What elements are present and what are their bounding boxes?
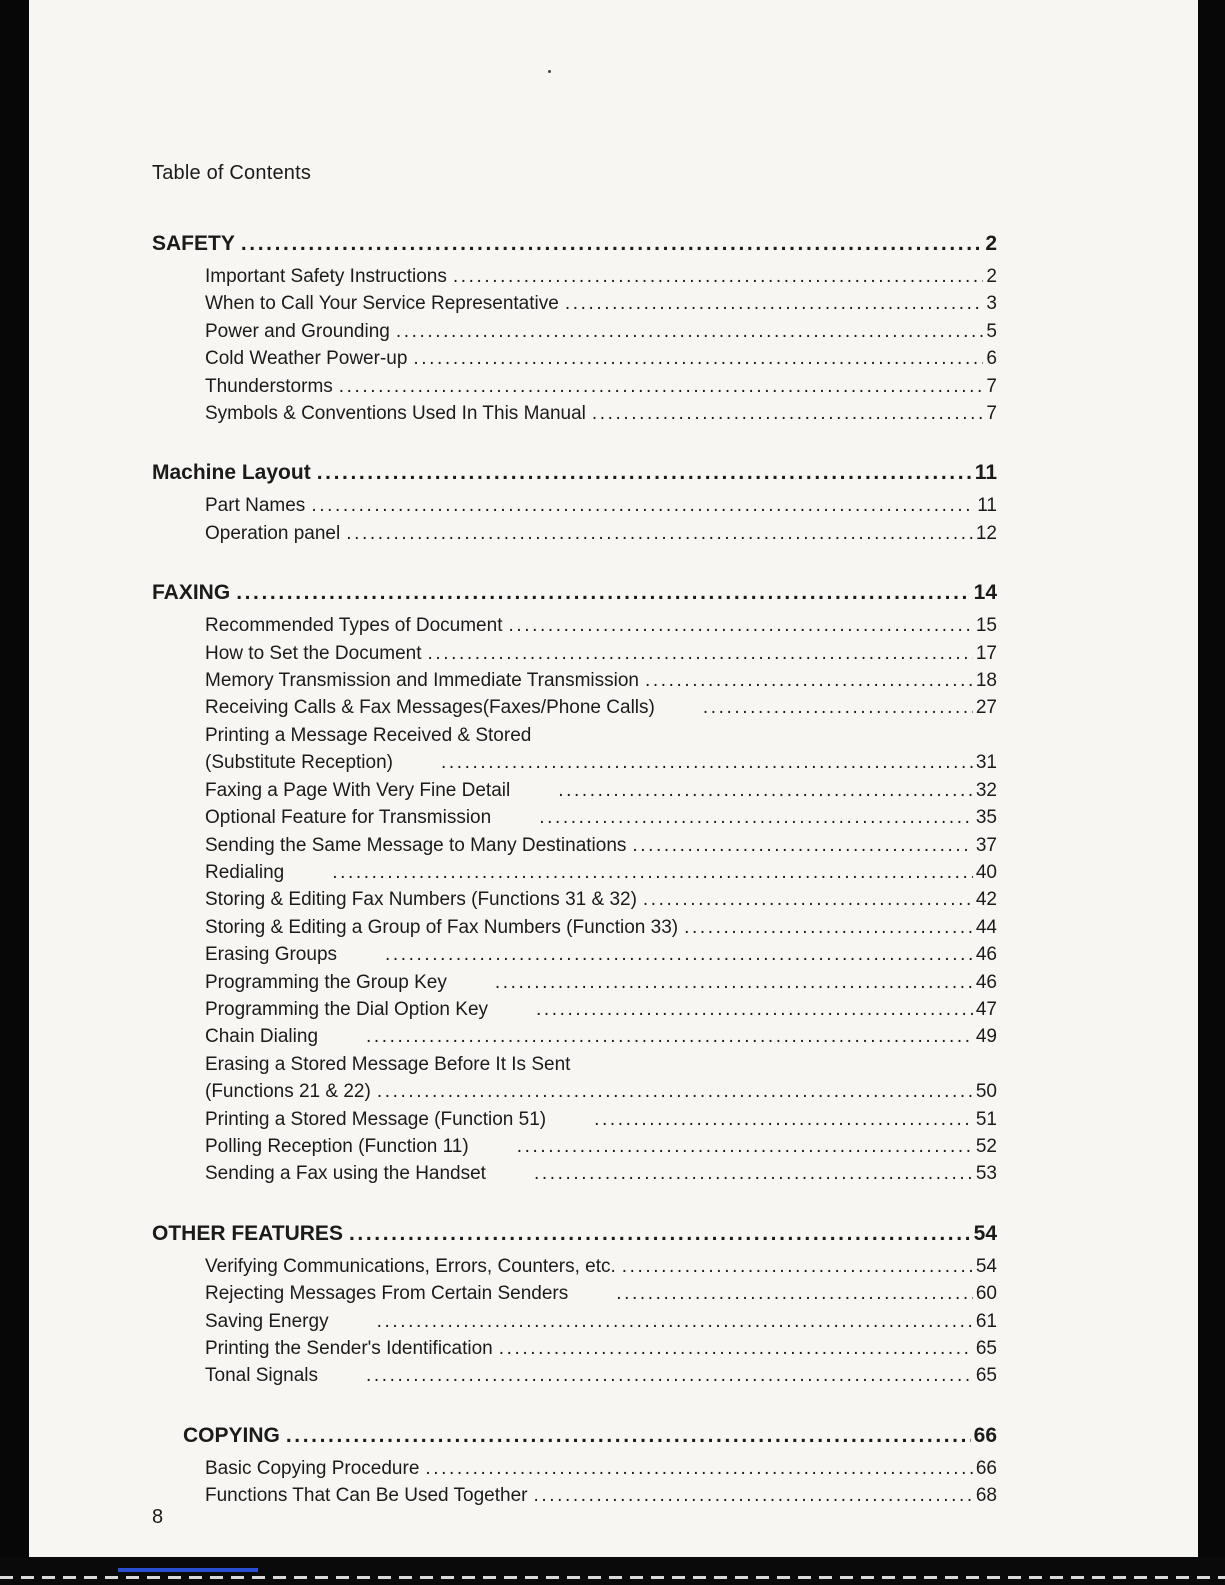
toc-entry bbox=[152, 1023, 997, 1050]
toc-page-number: 40 bbox=[975, 861, 997, 883]
toc-entry bbox=[152, 694, 997, 721]
toc-entry bbox=[152, 373, 997, 400]
toc-entry bbox=[152, 1455, 997, 1482]
dot-leader bbox=[377, 1078, 973, 1105]
toc-entry-title: When to Call Your Service Representative bbox=[205, 293, 559, 315]
dot-leader bbox=[616, 1280, 973, 1307]
dot-leader bbox=[536, 996, 973, 1023]
toc-entry-title: Tonal Signals bbox=[205, 1365, 319, 1387]
toc-entry bbox=[152, 941, 997, 968]
toc-entry-title: Optional Feature for Transmission bbox=[205, 807, 492, 829]
toc-entry bbox=[152, 640, 997, 667]
toc-section-header bbox=[152, 229, 997, 259]
toc-page-number: 7 bbox=[986, 403, 997, 425]
toc-page-number: 49 bbox=[975, 1026, 997, 1048]
toc-entry bbox=[152, 492, 997, 519]
toc-section-header bbox=[152, 1219, 997, 1249]
dot-leader bbox=[349, 1219, 971, 1249]
toc-section-header bbox=[152, 458, 997, 488]
toc-page-number: 65 bbox=[975, 1338, 997, 1359]
toc-page-number: 68 bbox=[975, 1485, 997, 1507]
toc-section-title: Machine Layout bbox=[152, 461, 311, 485]
toc-section-header bbox=[152, 1421, 997, 1451]
toc-entry-title: Functions That Can Be Used Together bbox=[205, 1485, 528, 1507]
toc-section bbox=[152, 229, 997, 427]
toc-entry bbox=[152, 400, 997, 427]
toc-section bbox=[152, 1421, 997, 1510]
toc-entry bbox=[152, 345, 997, 372]
toc-entry-title: Power and Grounding bbox=[205, 320, 390, 342]
toc-page-number: 27 bbox=[975, 697, 997, 719]
scan-artifact-blue-line bbox=[118, 1568, 258, 1572]
toc-entry bbox=[152, 318, 997, 345]
dot-leader bbox=[517, 1133, 973, 1160]
toc-entry-title: Recommended Types of Document bbox=[205, 615, 503, 637]
dot-leader bbox=[539, 804, 973, 831]
toc-page-number: 65 bbox=[975, 1365, 997, 1387]
toc-section-title: FAXING bbox=[152, 581, 231, 605]
dot-leader bbox=[558, 777, 973, 804]
dot-leader bbox=[622, 1253, 973, 1280]
dot-leader bbox=[428, 640, 973, 667]
toc-section bbox=[152, 578, 997, 1188]
dot-leader bbox=[703, 694, 973, 721]
toc-page-number: 51 bbox=[975, 1108, 997, 1130]
toc-entry bbox=[152, 996, 997, 1023]
toc-entry bbox=[152, 263, 997, 290]
scan-artifact-dashed-line bbox=[0, 1576, 1225, 1579]
toc-entry bbox=[152, 667, 997, 694]
toc-entry bbox=[152, 290, 997, 317]
toc-entry-title: Polling Reception (Function 11) bbox=[205, 1135, 469, 1157]
scan-artifact-right-bar bbox=[1198, 0, 1225, 1585]
dot-leader bbox=[643, 886, 973, 913]
toc-entry bbox=[152, 914, 997, 941]
dot-leader bbox=[534, 1482, 973, 1509]
toc-page-number: 50 bbox=[975, 1081, 997, 1103]
toc-entry-title: (Substitute Reception) bbox=[205, 752, 393, 774]
dot-leader bbox=[684, 914, 973, 941]
dot-leader bbox=[594, 1106, 973, 1133]
toc-entry-title: Faxing a Page With Very Fine Detail bbox=[205, 779, 511, 801]
toc-entry bbox=[152, 1335, 997, 1362]
dot-leader bbox=[632, 832, 972, 859]
dot-leader bbox=[366, 1362, 973, 1389]
toc-entry bbox=[152, 1362, 997, 1389]
toc-page-number: 66 bbox=[973, 1423, 997, 1447]
dot-leader bbox=[377, 1308, 973, 1335]
toc-entry-title: Erasing Groups bbox=[205, 944, 338, 966]
toc-section-title: OTHER FEATURES bbox=[152, 1221, 343, 1245]
toc-page-number: 11 bbox=[974, 461, 997, 485]
toc-entry-title: Thunderstorms bbox=[205, 375, 333, 397]
toc-entry bbox=[152, 1133, 997, 1160]
dot-leader bbox=[286, 1421, 971, 1451]
toc-entry bbox=[152, 1160, 997, 1187]
toc-entry bbox=[152, 1078, 997, 1105]
toc-entry bbox=[152, 612, 997, 639]
toc-page-number: 17 bbox=[975, 642, 997, 664]
toc-page-number: 53 bbox=[975, 1163, 997, 1185]
toc-page-number: 52 bbox=[975, 1135, 997, 1157]
toc-page-number: 54 bbox=[973, 1221, 997, 1245]
toc-entry-title: Redialing bbox=[205, 861, 285, 883]
toc-entry bbox=[152, 520, 997, 547]
dot-leader bbox=[534, 1160, 973, 1187]
toc-entry-title: Rejecting Messages From Certain Senders bbox=[205, 1283, 569, 1305]
toc-entry bbox=[152, 1106, 997, 1133]
toc-entry-title: Erasing a Stored Message Before It Is Sent bbox=[205, 1053, 571, 1075]
toc-page-number: 2 bbox=[986, 266, 997, 287]
toc-page-number: 42 bbox=[975, 889, 997, 911]
toc-entry-title: Operation panel bbox=[205, 522, 341, 544]
toc-entry bbox=[152, 1253, 997, 1280]
toc-page-number: 7 bbox=[986, 375, 997, 397]
toc-page-number: 2 bbox=[985, 232, 997, 255]
toc-section-header bbox=[152, 578, 997, 608]
scan-speck bbox=[548, 70, 551, 73]
toc-section-title: SAFETY bbox=[152, 232, 235, 255]
toc-entry-title: Printing a Stored Message (Function 51) bbox=[205, 1108, 547, 1130]
toc-page-number: 32 bbox=[975, 779, 997, 801]
toc-entry bbox=[152, 1280, 997, 1307]
toc-page-number: 5 bbox=[986, 320, 997, 342]
toc-page-number: 60 bbox=[975, 1283, 997, 1305]
dot-leader bbox=[241, 229, 982, 259]
dot-leader bbox=[236, 578, 970, 608]
scan-artifact-left-bar bbox=[0, 0, 29, 1585]
toc-page-number: 11 bbox=[977, 495, 997, 517]
toc-page-number: 31 bbox=[975, 752, 997, 774]
toc-entry-title: How to Set the Document bbox=[205, 642, 422, 664]
toc-entry-title: Memory Transmission and Immediate Transmission bbox=[205, 670, 639, 692]
toc-entry-title: Programming the Dial Option Key bbox=[205, 998, 489, 1020]
toc-entry-title: Cold Weather Power-up bbox=[205, 348, 408, 370]
dot-leader bbox=[508, 612, 972, 639]
toc-entry bbox=[152, 777, 997, 804]
toc-entry-title: (Functions 21 & 22) bbox=[205, 1081, 371, 1103]
dot-leader bbox=[592, 400, 984, 427]
toc-page-number: 46 bbox=[975, 971, 997, 993]
dot-leader bbox=[332, 859, 973, 886]
toc-page-number: 14 bbox=[973, 581, 997, 605]
toc-entry-title: Printing the Sender's Identification bbox=[205, 1338, 493, 1359]
dot-leader bbox=[499, 1335, 973, 1362]
toc-entry-title: Storing & Editing a Group of Fax Numbers (Function 33) bbox=[205, 916, 679, 938]
dot-leader bbox=[565, 290, 984, 317]
toc-entry-title: Storing & Editing Fax Numbers (Functions 31 & 32) bbox=[205, 889, 637, 911]
dot-leader bbox=[413, 345, 983, 372]
toc-entry-title: Receiving Calls & Fax Messages(Faxes/Phone Calls) bbox=[205, 697, 655, 719]
toc-entry bbox=[152, 722, 997, 749]
toc-entry bbox=[152, 1308, 997, 1335]
toc-entry-title: Programming the Group Key bbox=[205, 971, 447, 993]
dot-leader bbox=[645, 667, 973, 694]
toc-entry bbox=[152, 886, 997, 913]
toc-entry-title: Important Safety Instructions bbox=[205, 266, 447, 287]
toc-entry-title: Symbols & Conventions Used In This Manual bbox=[205, 403, 586, 425]
toc-entry-title: Sending a Fax using the Handset bbox=[205, 1163, 486, 1185]
toc-page-number: 35 bbox=[975, 807, 997, 829]
toc-page-number: 54 bbox=[975, 1255, 997, 1277]
toc-entry bbox=[152, 1482, 997, 1509]
table-of-contents bbox=[152, 229, 997, 1510]
toc-page-number: 47 bbox=[975, 998, 997, 1020]
document-page bbox=[152, 162, 997, 1510]
toc-page-number: 12 bbox=[975, 522, 997, 544]
dot-leader bbox=[317, 458, 972, 488]
toc-entry-title: Part Names bbox=[205, 495, 306, 517]
dot-leader bbox=[311, 492, 974, 519]
toc-entry bbox=[152, 969, 997, 996]
dot-leader bbox=[453, 263, 984, 290]
toc-entry-title: Chain Dialing bbox=[205, 1026, 319, 1048]
toc-page-number: 44 bbox=[975, 916, 997, 938]
toc-entry bbox=[152, 1051, 997, 1078]
dot-leader bbox=[385, 941, 973, 968]
dot-leader bbox=[425, 1455, 972, 1482]
toc-entry-title: Saving Energy bbox=[205, 1310, 329, 1332]
page-title: Table of Contents bbox=[152, 162, 312, 184]
toc-entry bbox=[152, 859, 997, 886]
toc-page-number: 66 bbox=[975, 1457, 997, 1479]
dot-leader bbox=[396, 318, 984, 345]
toc-entry bbox=[152, 749, 997, 776]
toc-entry-title: Basic Copying Procedure bbox=[205, 1457, 420, 1479]
dot-leader bbox=[366, 1023, 973, 1050]
toc-page-number: 37 bbox=[975, 834, 997, 856]
dot-leader bbox=[441, 749, 973, 776]
toc-section-title: COPYING bbox=[183, 1423, 280, 1447]
page-number: 8 bbox=[152, 1506, 164, 1528]
toc-page-number: 6 bbox=[986, 348, 997, 370]
toc-entry-title: Verifying Communications, Errors, Counters, etc. bbox=[205, 1255, 616, 1277]
toc-section bbox=[152, 1219, 997, 1390]
toc-page-number: 18 bbox=[975, 670, 997, 692]
toc-page-number: 46 bbox=[975, 944, 997, 966]
dot-leader bbox=[339, 373, 984, 400]
toc-entry-title: Sending the Same Message to Many Destinations bbox=[205, 834, 627, 856]
dot-leader bbox=[346, 520, 973, 547]
toc-page-number: 15 bbox=[975, 615, 997, 637]
toc-section bbox=[152, 458, 997, 547]
toc-entry bbox=[152, 832, 997, 859]
toc-page-number: 61 bbox=[975, 1310, 997, 1332]
toc-entry bbox=[152, 804, 997, 831]
toc-page-number: 3 bbox=[986, 293, 997, 315]
toc-entry-title: Printing a Message Received & Stored bbox=[205, 724, 532, 746]
dot-leader bbox=[495, 969, 973, 996]
